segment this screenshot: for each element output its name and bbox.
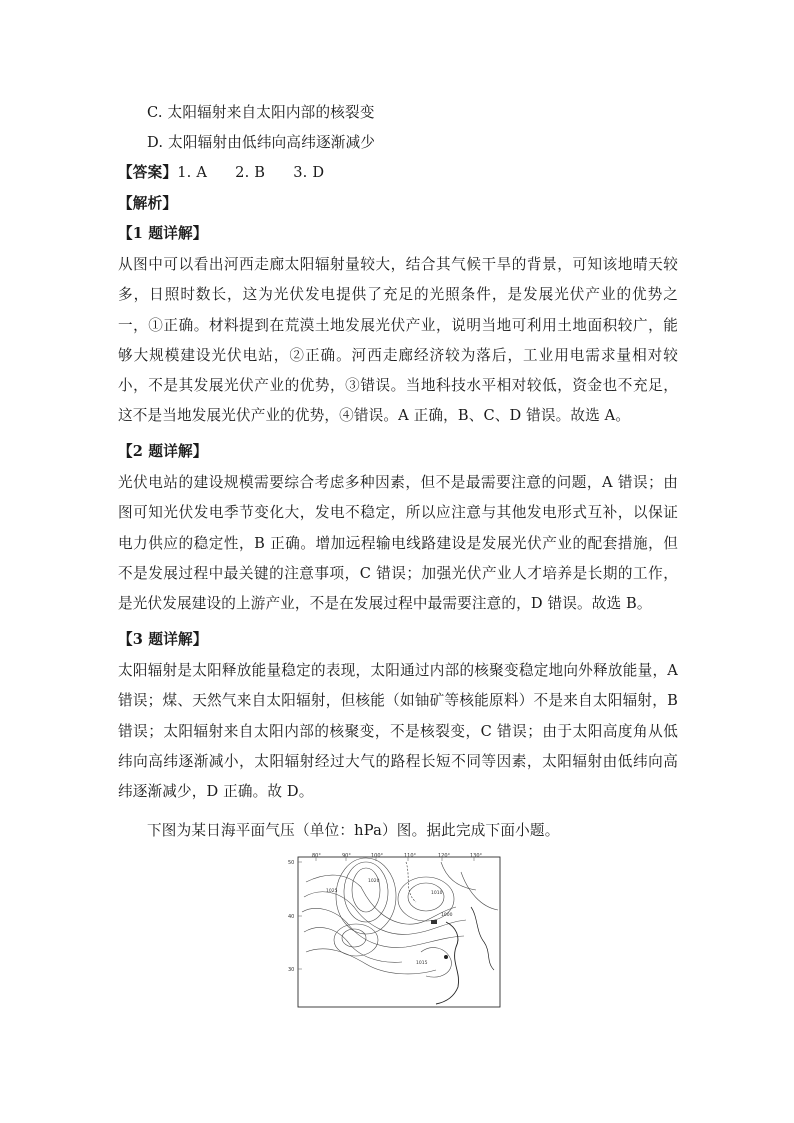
lon-label-100: 100° <box>371 853 384 859</box>
answer-label: 【答案】 <box>118 164 178 181</box>
q2-explanation: 光伏电站的建设规模需要综合考虑多种因素，但不是最需要注意的问题，A 错误；由图可知光伏发电季节变化大，发电不稳定，所以应注意与其他发电形式互补，以保证电力供应的稳定性，B 正确。增加远程输电线路建设是发展光伏产业的配套措施，但不是发展过程中最关键的注意事项，C 错误；加强光伏产业人才培养是长期的工作，是光伏发展建设的上游产业，不是在发展过程中最需要注意的，D 错误。故选 B。 <box>118 474 678 613</box>
isobar-label-1025: 1025 <box>326 889 338 894</box>
map-intro: 下图为某日海平面气压（单位：hPa）图。据此完成下面小题。 <box>147 822 560 839</box>
isobar-label-1010: 1010 <box>431 891 443 896</box>
answer-value-2: 2. B <box>235 164 266 181</box>
map-frame <box>298 857 500 1007</box>
map-marker-2 <box>431 920 437 924</box>
q1-explanation: 从图中可以看出河西走廊太阳辐射量较大，结合其气候干旱的背景，可知该地晴天较多，日照时数长，这为光伏发电提供了充足的光照条件，是发展光伏产业的优势之一，①正确。材料提到在荒漠土地发展光伏产业，说明当地可利用土地面积较广，能够大规模建设光伏电站，②正确。河西走廊经济较为落后，工业用电需求量相对较小，不是其发展光伏产业的优势，③错误。当地科技水平相对较低，资金也不充足，这不是当地发展光伏产业的优势，④错误。A 正确，B、C、D 错误。故选 A。 <box>118 256 678 425</box>
answer-line <box>118 163 324 183</box>
map-marker <box>444 955 448 959</box>
pressure-map <box>286 852 504 1010</box>
lon-label-80: 80° <box>312 853 321 859</box>
lon-label-130: 130° <box>470 853 483 859</box>
answer-value-3: 3. D <box>293 164 325 181</box>
q2-heading: 【2 题详解】 <box>118 443 208 460</box>
isobar-label-1020: 1020 <box>368 879 380 884</box>
lat-label-30: 30 <box>288 967 295 973</box>
lon-label-90: 90° <box>342 853 351 859</box>
option-c: C. 太阳辐射来自太阳内部的核裂变 <box>147 104 375 121</box>
lat-label-40: 40 <box>288 914 295 920</box>
analysis-label: 【解析】 <box>118 195 178 212</box>
q3-heading: 【3 题详解】 <box>118 631 208 648</box>
isobar-label-1000: 1000 <box>441 913 453 918</box>
option-d: D. 太阳辐射由低纬向高纬逐渐减少 <box>147 134 376 151</box>
lat-label-50: 50 <box>288 860 295 866</box>
answer-value-1: 1. A <box>177 164 208 181</box>
pressure-map-figure <box>286 852 504 1010</box>
lon-label-120: 120° <box>438 853 451 859</box>
lon-label-110: 110° <box>404 853 417 859</box>
isobar-label-1015: 1015 <box>416 961 428 966</box>
q3-explanation: 太阳辐射是太阳释放能量稳定的表现，太阳通过内部的核聚变稳定地向外释放能量，A 错误；煤、天然气来自太阳辐射，但核能（如铀矿等核能原料）不是来自太阳辐射，B 错误；太阳辐射来自太阳内部的核聚变，不是核裂变，C 错误；由于太阳高度角从低纬向高纬逐渐减小，太阳辐射经过大气的路程长短不同等因素，太阳辐射由低纬向高纬逐渐减少，D 正确。故 D。 <box>118 662 678 801</box>
q1-heading: 【1 题详解】 <box>118 225 208 242</box>
